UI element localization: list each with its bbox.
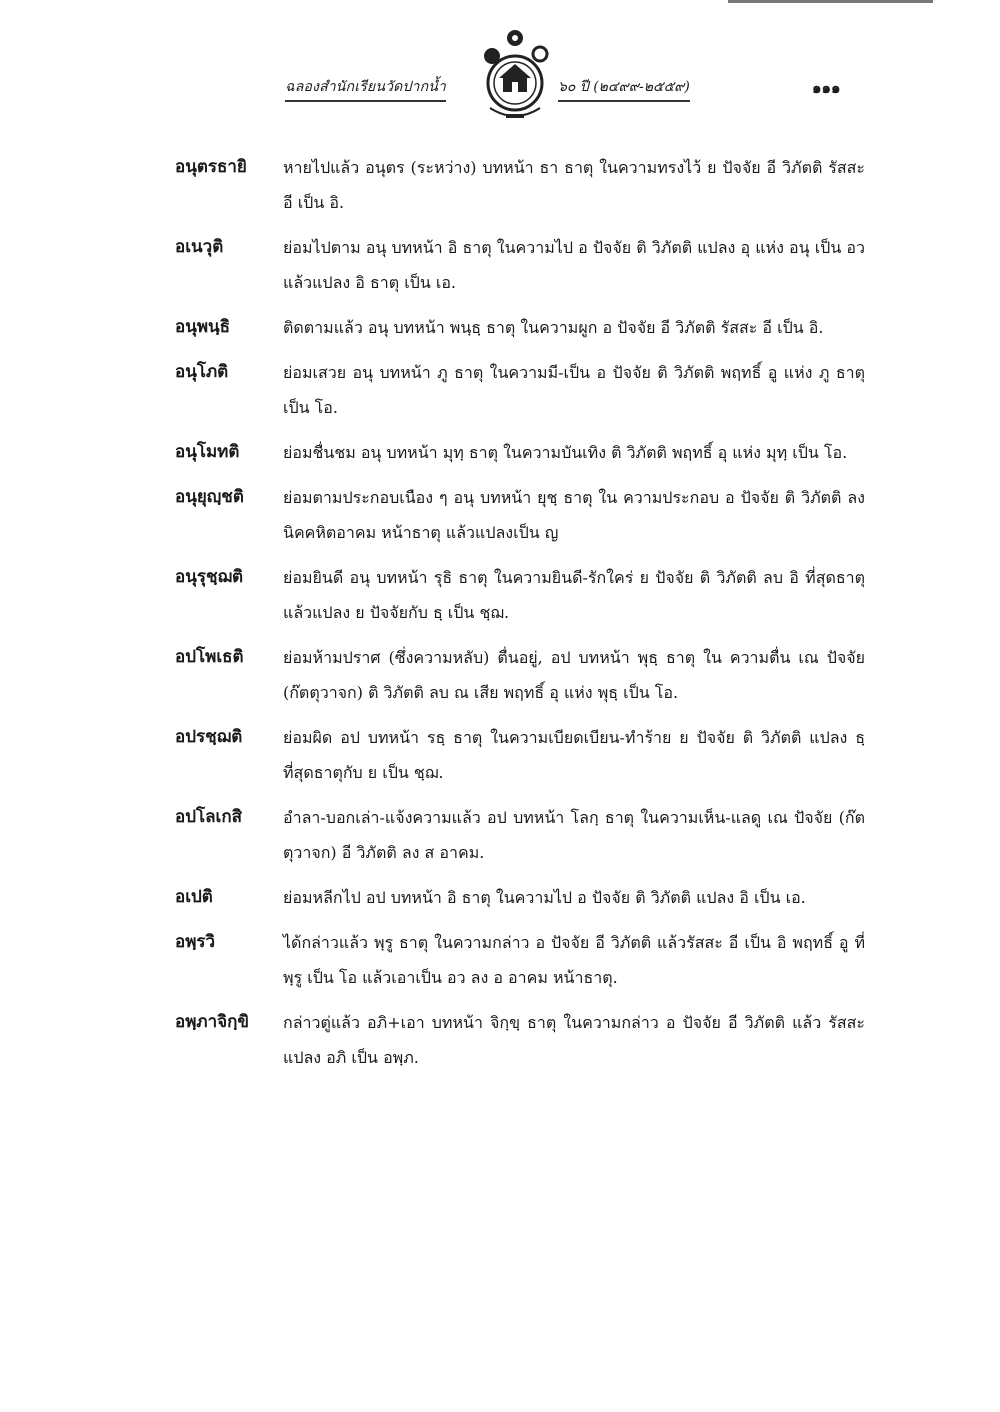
entry-row: [175, 720, 865, 790]
page-header: [0, 28, 1000, 128]
entry-term: อนุรุชฺฌติ: [175, 567, 244, 587]
entry-term: อพฺภาจิกฺขิ: [175, 1012, 250, 1032]
entry-definition: ได้กล่าวแล้ว พฺรู ธาตุ ในความกล่าว อ ปัจจัย อี วิภัตติ แล้วรัสสะ อี เป็น อิ พฤทธิ์ อู ที่ พฺรู เป็น โอ แล้วเอาเป็น อว ลง อ อาคม หน้าธาตุ.: [283, 933, 866, 987]
dictionary-entries: [175, 150, 865, 1085]
entry-term: อปโพเธติ: [175, 647, 244, 667]
entry-row: [175, 355, 865, 425]
entry-definition: ย่อมเสวย อนุ บทหน้า ภู ธาตุ ในความมี-เป็น อ ปัจจัย ติ วิภัตติ พฤทธิ์ อู แห่ง ภู ธาตุ เป็น โอ.: [283, 363, 865, 417]
top-edge-rule: [728, 0, 933, 3]
entry-row: [175, 480, 865, 550]
entry-term: อปรชฺฌติ: [175, 727, 243, 747]
entry-term: อพฺรวิ: [175, 932, 216, 952]
entry-definition: ย่อมตามประกอบเนือง ๆ อนุ บทหน้า ยุชฺ ธาตุ ใน ความประกอบ อ ปัจจัย ติ วิภัตติ ลง นิคคหิตอาคม หน้าธาตุ แล้วแปลงเป็น ญ: [283, 488, 865, 542]
entry-definition: อำลา-บอกเล่า-แจ้งความแล้ว อป บทหน้า โลกฺ ธาตุ ในความเห็น-แลดู เณ ปัจจัย (ก๊ตตุวาจก) อี วิภัตติ ลง ส อาคม.: [283, 808, 865, 862]
entry-row: [175, 1005, 865, 1075]
entry-term: อนุโภติ: [175, 362, 229, 382]
entry-row: [175, 925, 865, 995]
entry-term: อนุยุญฺชติ: [175, 487, 244, 507]
entry-row: [175, 880, 865, 915]
entry-definition: ย่อมห้ามปราศ (ซึ่งความหลับ) ตื่นอยู่, อป บทหน้า พุธฺ ธาตุ ใน ความตื่น เณ ปัจจัย (ก๊ตตุวาจก) ติ วิภัตติ ลบ ณ เสีย พฤทธิ์ อุ แห่ง พุธฺ เป็น โอ.: [283, 648, 865, 702]
entry-row: [175, 640, 865, 710]
entry-row: [175, 800, 865, 870]
entry-term: อนุโมทติ: [175, 442, 240, 462]
entry-row: [175, 230, 865, 300]
entry-definition: ย่อมไปตาม อนุ บทหน้า อิ ธาตุ ในความไป อ ปัจจัย ติ วิภัตติ แปลง อุ แห่ง อนุ เป็น อว แล้วแปลง อิ ธาตุ เป็น เอ.: [283, 238, 865, 292]
entry-term: อเปติ: [175, 887, 213, 907]
page-number: ๑๑๑: [812, 79, 841, 97]
header-left-title: ฉลองสำนักเรียนวัดปากน้ำ: [285, 76, 446, 102]
entry-definition: ย่อมยินดี อนุ บทหน้า รุธิ ธาตุ ในความยินดี-รักใคร่ ย ปัจจัย ติ วิภัตติ ลบ อิ ที่สุดธาตุ แล้วแปลง ย ปัจจัยกับ ธฺ เป็น ชฺฌ.: [283, 568, 865, 622]
entry-term: อนุตรธายิ: [175, 157, 247, 177]
entry-definition: ย่อมผิด อป บทหน้า รธฺ ธาตุ ในความเบียดเบียน-ทำร้าย ย ปัจจัย ติ วิภัตติ แปลง ธฺ ที่สุดธาตุกับ ย เป็น ชฺฌ.: [283, 728, 865, 782]
entry-row: [175, 310, 865, 345]
entry-row: [175, 435, 865, 470]
entry-term: อเนวุติ: [175, 237, 224, 257]
entry-definition: ติดตามแล้ว อนุ บทหน้า พนฺธฺ ธาตุ ในความผูก อ ปัจจัย อี วิภัตติ รัสสะ อี เป็น อิ.: [283, 318, 824, 337]
entry-row: [175, 150, 865, 220]
entry-term: อปโลเกสิ: [175, 807, 243, 827]
entry-definition: กล่าวตู่แล้ว อภิ+เอา บทหน้า จิกฺขฺ ธาตุ ในความกล่าว อ ปัจจัย อี วิภัตติ แล้ว รัสสะ แปลง อภิ เป็น อพฺภ.: [283, 1013, 865, 1067]
entry-definition: หายไปแล้ว อนุตร (ระหว่าง) บทหน้า ธา ธาตุ ในความทรงไว้ ย ปัจจัย อี วิภัตติ รัสสะ อี เป็น อิ.: [283, 158, 865, 212]
temple-emblem-icon: [470, 28, 560, 128]
entry-definition: ย่อมหลีกไป อป บทหน้า อิ ธาตุ ในความไป อ ปัจจัย ติ วิภัตติ แปลง อิ เป็น เอ.: [283, 888, 806, 907]
entry-definition: ย่อมชื่นชม อนุ บทหน้า มุทฺ ธาตุ ในความบันเทิง ติ วิภัตติ พฤทธิ์ อุ แห่ง มุทฺ เป็น โอ.: [283, 443, 848, 462]
entry-term: อนุพนฺธิ: [175, 317, 231, 337]
header-right-title: ๖๐ ปี (๒๔๙๙-๒๕๕๙): [558, 76, 690, 102]
entry-row: [175, 560, 865, 630]
